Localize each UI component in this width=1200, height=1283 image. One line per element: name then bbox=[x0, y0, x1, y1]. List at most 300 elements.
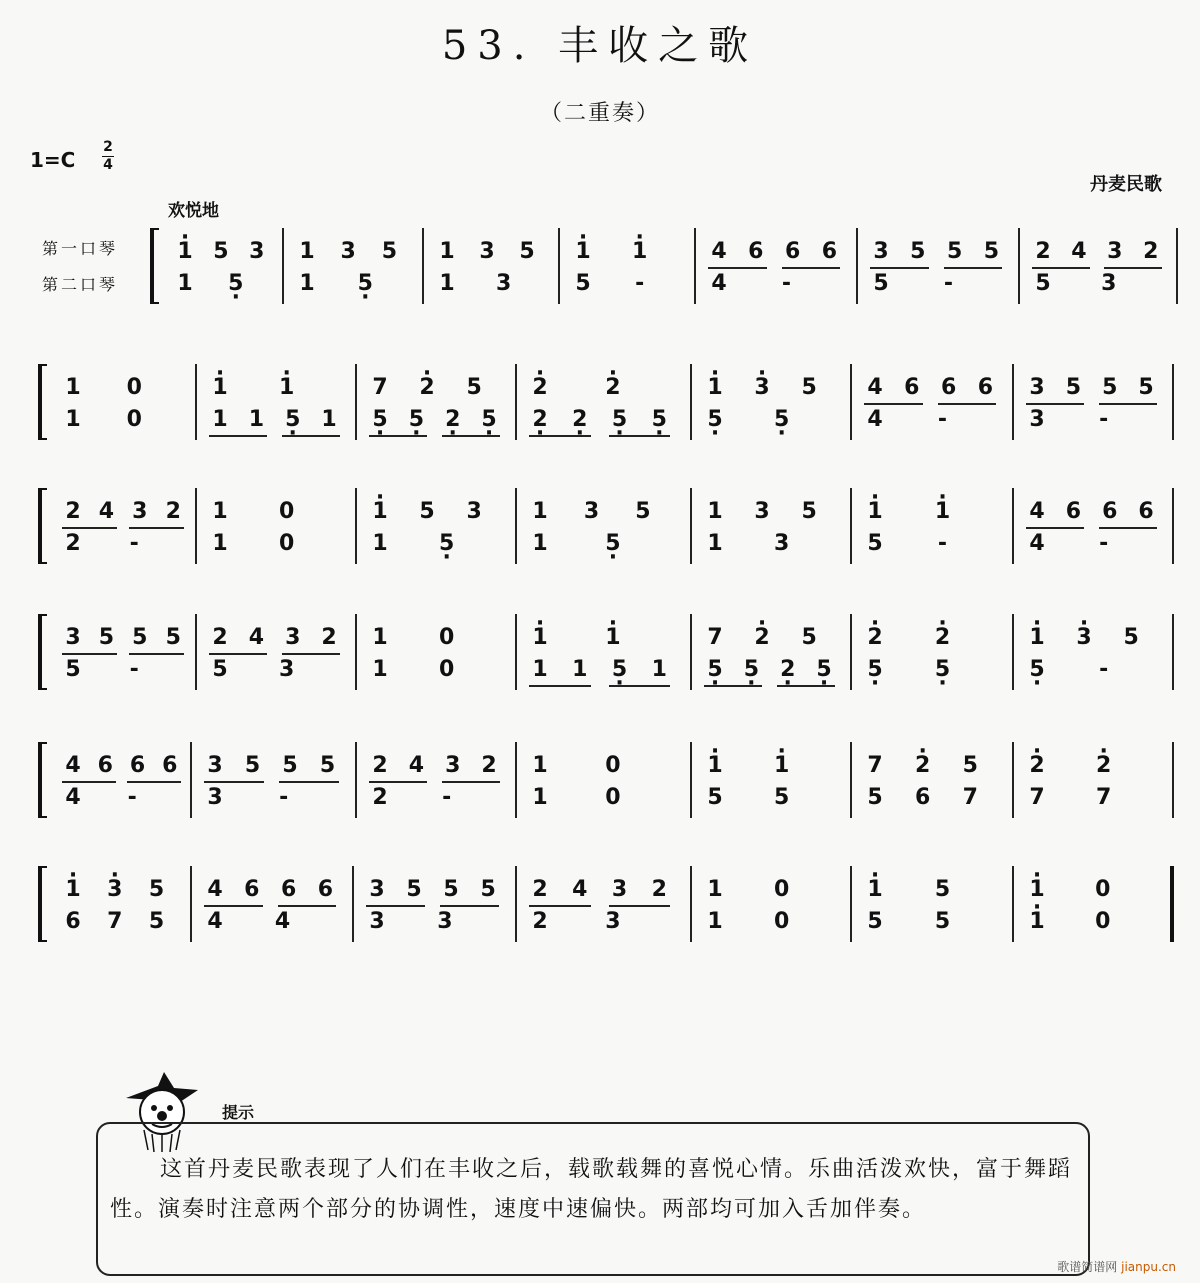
note-part2: 5 · bbox=[809, 658, 839, 682]
note-part1: 0 bbox=[774, 877, 790, 902]
note-part2: 3 bbox=[437, 909, 453, 934]
note-part2: 5 bbox=[707, 785, 723, 810]
note-part1: 5 bbox=[480, 877, 496, 902]
barline bbox=[850, 488, 852, 564]
note-part2: 5 · bbox=[767, 408, 797, 432]
beam bbox=[282, 653, 340, 655]
beam bbox=[529, 435, 591, 437]
note-part2: 5 · bbox=[278, 408, 308, 432]
system-brace bbox=[38, 364, 47, 440]
note-part1: · 1 bbox=[928, 500, 958, 524]
note-part2: 5 bbox=[867, 785, 883, 810]
note-part1: · 2 bbox=[1089, 754, 1119, 778]
note-part2: 5 · bbox=[365, 408, 395, 432]
note-part1: 3 bbox=[583, 499, 600, 524]
note-part2: - bbox=[129, 531, 139, 556]
note-part1: · 2 bbox=[908, 754, 938, 778]
note-part1: 0 bbox=[126, 375, 142, 400]
time-denominator: 4 bbox=[103, 157, 113, 173]
beam bbox=[1099, 403, 1157, 405]
note-part1: · 1 bbox=[205, 376, 235, 400]
note-part2: 0 bbox=[605, 785, 621, 810]
beam bbox=[609, 685, 671, 687]
note-part2: · 1 bbox=[1022, 910, 1052, 934]
note-part2: - bbox=[1099, 407, 1109, 432]
note-part1: 5 bbox=[244, 753, 261, 778]
note-part1: 2 bbox=[1143, 239, 1159, 264]
barline bbox=[856, 228, 858, 304]
beam bbox=[938, 403, 997, 405]
beam bbox=[366, 905, 425, 907]
note-part1: 5 bbox=[213, 239, 229, 264]
barline bbox=[850, 742, 852, 818]
note-part2: - bbox=[279, 785, 289, 810]
note-part1: 0 bbox=[605, 753, 621, 778]
note-part1: 7 bbox=[372, 375, 388, 400]
note-part1: 1 bbox=[212, 499, 228, 524]
note-part1: · 1 bbox=[170, 240, 200, 264]
note-part2: 5 · bbox=[700, 658, 730, 682]
note-part1: 6 bbox=[1065, 499, 1082, 524]
note-part1: 5 bbox=[132, 625, 148, 650]
beam bbox=[204, 781, 264, 783]
note-part2: 7 bbox=[1096, 785, 1112, 810]
barline bbox=[1012, 488, 1014, 564]
note-part1: 5 bbox=[319, 753, 336, 778]
note-part2: 2 · bbox=[438, 408, 468, 432]
watermark bbox=[1057, 1258, 1176, 1275]
note-part2: 1 bbox=[651, 657, 667, 682]
barline bbox=[422, 228, 424, 304]
note-part1: 5 bbox=[148, 877, 165, 902]
note-part2: 7 bbox=[107, 909, 123, 934]
note-part2: - bbox=[1099, 657, 1109, 682]
beam bbox=[529, 685, 591, 687]
note-part2: 1 bbox=[177, 271, 193, 296]
note-part1: 3 bbox=[65, 625, 81, 650]
beam bbox=[1099, 527, 1157, 529]
note-part1: 5 bbox=[1138, 375, 1154, 400]
note-part2: - bbox=[635, 271, 645, 296]
note-part2: 6 bbox=[65, 909, 81, 934]
note-part2: 5 · bbox=[401, 408, 431, 432]
barline bbox=[1012, 742, 1014, 818]
note-part1: 4 bbox=[408, 753, 425, 778]
note-part2: - bbox=[129, 657, 139, 682]
note-part2: 7 bbox=[962, 785, 978, 810]
note-part1: 1 bbox=[707, 499, 723, 524]
note-part1: · 2 bbox=[928, 626, 958, 650]
beam bbox=[278, 905, 337, 907]
note-part1: 3 bbox=[285, 625, 301, 650]
note-part1: 2 bbox=[532, 877, 548, 902]
note-part2: 3 bbox=[605, 909, 621, 934]
note-part1: · 2 bbox=[412, 376, 442, 400]
note-part2: 3 bbox=[1029, 407, 1045, 432]
part-label-second: 第二口琴 bbox=[42, 275, 119, 294]
note-part2: 3 bbox=[496, 271, 512, 296]
barline bbox=[694, 228, 696, 304]
note-part1: · 2 bbox=[747, 626, 777, 650]
note-part2: 0 bbox=[1095, 909, 1111, 934]
beam bbox=[369, 435, 427, 437]
note-part2: 1 bbox=[707, 531, 723, 556]
note-part2: - bbox=[937, 531, 948, 556]
note-part1: 4 bbox=[1029, 499, 1045, 524]
note-part1: 1 bbox=[372, 625, 388, 650]
note-part1: 7 bbox=[707, 625, 723, 650]
note-part1: 3 bbox=[207, 753, 223, 778]
note-part2: 1 bbox=[321, 407, 337, 432]
note-part1: · 1 bbox=[767, 754, 797, 778]
note-part2: 1 bbox=[248, 407, 265, 432]
note-part2: 1 bbox=[532, 657, 548, 682]
beam bbox=[62, 781, 116, 783]
note-part1: 3 bbox=[249, 239, 265, 264]
note-part2: 5 bbox=[1035, 271, 1051, 296]
tempo-marking: 欢悦地 bbox=[168, 201, 219, 221]
note-part2: 0 bbox=[774, 909, 790, 934]
note-part1: · 2 bbox=[598, 376, 628, 400]
note-part1: 0 bbox=[439, 625, 455, 650]
barline bbox=[352, 866, 354, 942]
note-part1: 5 bbox=[962, 753, 978, 778]
note-part2: 5 · bbox=[598, 532, 628, 556]
note-part2: 5 bbox=[873, 271, 889, 296]
note-part1: 2 bbox=[1035, 239, 1051, 264]
note-part1: 6 bbox=[317, 877, 334, 902]
note-part2: 1 bbox=[372, 657, 388, 682]
note-part2: 5 · bbox=[605, 408, 635, 432]
note-part2: 2 · bbox=[773, 658, 803, 682]
note-part1: 5 bbox=[419, 499, 435, 524]
note-part2: 1 bbox=[532, 531, 548, 556]
note-part2: 5 · bbox=[700, 408, 730, 432]
beam bbox=[1026, 403, 1084, 405]
note-part2: 5 · bbox=[605, 658, 635, 682]
tip-text: 这首丹麦民歌表现了人们在丰收之后，载歌载舞的喜悦心情。乐曲活泼欢快，富于舞蹈性。演奏时注意两个部分的协调性，速度中速偏快。两部均可加入舌加伴奏。 bbox=[110, 1157, 1073, 1222]
note-part1: 1 bbox=[439, 239, 455, 264]
note-part1: 5 bbox=[1102, 375, 1118, 400]
note-part2: 2 bbox=[65, 531, 81, 556]
barline bbox=[690, 866, 692, 942]
beam bbox=[782, 267, 841, 269]
beam bbox=[708, 267, 767, 269]
barline bbox=[850, 614, 852, 690]
note-part2: 5 bbox=[148, 909, 165, 934]
beam bbox=[1104, 267, 1162, 269]
note-part1: · 3 bbox=[100, 878, 130, 902]
system-brace bbox=[38, 742, 47, 818]
barline bbox=[690, 488, 692, 564]
note-part2: 1 bbox=[572, 657, 588, 682]
barline bbox=[690, 742, 692, 818]
note-part1: 1 bbox=[532, 499, 548, 524]
note-part1: 6 bbox=[162, 753, 178, 778]
note-part2: 3 bbox=[774, 531, 790, 556]
beam bbox=[704, 685, 762, 687]
note-part1: 3 bbox=[1107, 239, 1123, 264]
note-part2: 4 bbox=[711, 271, 727, 296]
note-part2: 4 bbox=[274, 909, 291, 934]
note-part2: 1 bbox=[532, 785, 548, 810]
note-part2: 2 · bbox=[525, 408, 555, 432]
note-part1: 1 bbox=[532, 753, 548, 778]
beam bbox=[282, 435, 340, 437]
barline bbox=[282, 228, 284, 304]
note-part1: 5 bbox=[910, 239, 926, 264]
barline bbox=[690, 614, 692, 690]
watermark-domain: jianpu.cn bbox=[1121, 1260, 1176, 1274]
note-part2: 2 · bbox=[565, 408, 595, 432]
barline bbox=[515, 866, 517, 942]
note-part1: 1 bbox=[299, 239, 315, 264]
barline bbox=[195, 364, 197, 440]
note-part1: 5 bbox=[801, 625, 817, 650]
beam bbox=[1032, 267, 1090, 269]
note-part1: 3 bbox=[466, 499, 482, 524]
barline bbox=[558, 228, 560, 304]
beam bbox=[440, 905, 499, 907]
note-part1: 1 bbox=[65, 375, 81, 400]
note-part1: 5 bbox=[282, 753, 298, 778]
note-part1: 6 bbox=[784, 239, 801, 264]
note-part1: 5 bbox=[519, 239, 535, 264]
barline bbox=[1172, 364, 1174, 440]
note-part2: 5 · bbox=[1022, 658, 1052, 682]
note-part1: 3 bbox=[369, 877, 385, 902]
note-part1: 2 bbox=[212, 625, 228, 650]
beam bbox=[369, 781, 427, 783]
note-part1: 0 bbox=[279, 499, 295, 524]
beam bbox=[777, 685, 835, 687]
barline bbox=[1176, 228, 1178, 304]
beam bbox=[209, 653, 267, 655]
beam bbox=[127, 781, 181, 783]
note-part1: 6 bbox=[977, 375, 994, 400]
note-part1: 2 bbox=[65, 499, 81, 524]
note-part1: · 1 bbox=[860, 878, 890, 902]
beam bbox=[864, 403, 923, 405]
note-part1: 5 bbox=[801, 499, 817, 524]
barline bbox=[355, 488, 357, 564]
note-part1: 0 bbox=[1095, 877, 1111, 902]
beam bbox=[529, 905, 591, 907]
note-part2: 3 bbox=[207, 785, 223, 810]
note-part1: 6 bbox=[129, 753, 146, 778]
note-part2: 2 bbox=[532, 909, 548, 934]
note-part1: 5 bbox=[381, 239, 397, 264]
note-part1: 5 bbox=[98, 625, 115, 650]
note-part1: 5 bbox=[934, 877, 951, 902]
note-part2: 5 bbox=[212, 657, 228, 682]
beam bbox=[944, 267, 1003, 269]
system-brace bbox=[38, 866, 47, 942]
key-signature: 1=C bbox=[30, 148, 76, 172]
note-part2: 1 bbox=[212, 531, 228, 556]
note-part2: 4 bbox=[1029, 531, 1045, 556]
barline bbox=[190, 866, 192, 942]
note-part1: 4 bbox=[65, 753, 81, 778]
note-part1: 4 bbox=[1071, 239, 1087, 264]
note-part2: 0 bbox=[126, 407, 142, 432]
note-part2: 5 bbox=[934, 909, 951, 934]
tip-label: 提示 bbox=[222, 1103, 255, 1122]
beam bbox=[204, 905, 263, 907]
note-part2: 5 bbox=[774, 785, 790, 810]
final-barline bbox=[1170, 866, 1174, 942]
song-origin: 丹麦民歌 bbox=[1090, 174, 1162, 195]
note-part2: 5 bbox=[65, 657, 81, 682]
beam bbox=[609, 905, 671, 907]
beam bbox=[442, 435, 500, 437]
note-part2: 0 bbox=[439, 657, 455, 682]
barline bbox=[1018, 228, 1020, 304]
note-part2: 5 bbox=[867, 531, 883, 556]
note-part2: 0 bbox=[279, 531, 295, 556]
note-part1: 6 bbox=[1138, 499, 1154, 524]
beam bbox=[279, 781, 339, 783]
barline bbox=[355, 614, 357, 690]
barline bbox=[850, 866, 852, 942]
note-part2: - bbox=[781, 271, 792, 296]
note-part1: · 1 bbox=[700, 754, 730, 778]
note-part1: · 2 bbox=[525, 376, 555, 400]
barline bbox=[195, 488, 197, 564]
note-part2: 1 bbox=[299, 271, 315, 296]
note-part2: - bbox=[943, 271, 954, 296]
note-part1: · 1 bbox=[625, 240, 655, 264]
note-part2: 1 bbox=[212, 407, 228, 432]
note-part1: · 1 bbox=[598, 626, 628, 650]
note-part2: 4 bbox=[867, 407, 883, 432]
note-part1: · 1 bbox=[860, 500, 890, 524]
note-part1: 6 bbox=[280, 877, 297, 902]
note-part1: 3 bbox=[445, 753, 461, 778]
note-part2: 5 bbox=[867, 909, 883, 934]
note-part1: 5 bbox=[165, 625, 181, 650]
page-title: 53. 丰收之歌 bbox=[441, 23, 759, 69]
note-part1: 4 bbox=[711, 239, 727, 264]
note-part2: 5 · bbox=[860, 658, 890, 682]
note-part1: 2 bbox=[321, 625, 337, 650]
barline bbox=[850, 364, 852, 440]
beam bbox=[62, 653, 117, 655]
note-part1: 4 bbox=[867, 375, 883, 400]
note-part1: · 1 bbox=[1022, 626, 1052, 650]
note-part1: · 1 bbox=[58, 878, 88, 902]
note-part1: 5 bbox=[946, 239, 963, 264]
note-part1: 5 bbox=[635, 499, 651, 524]
barline bbox=[1012, 614, 1014, 690]
note-part1: 5 bbox=[1065, 375, 1082, 400]
note-part1: 3 bbox=[611, 877, 628, 902]
note-part2: 5 · bbox=[221, 272, 251, 296]
barline bbox=[1012, 866, 1014, 942]
time-numerator: 2 bbox=[103, 139, 113, 155]
note-part1: 6 bbox=[244, 877, 260, 902]
note-part2: 5 · bbox=[736, 658, 766, 682]
note-part1: 3 bbox=[479, 239, 495, 264]
barline bbox=[190, 742, 192, 818]
note-part1: 5 bbox=[983, 239, 1000, 264]
note-part1: 2 bbox=[165, 499, 181, 524]
note-part2: 7 bbox=[1029, 785, 1045, 810]
note-part1: · 2 bbox=[860, 626, 890, 650]
watermark-text: 歌谱简谱网 bbox=[1057, 1260, 1118, 1274]
note-part2: 5 · bbox=[928, 658, 958, 682]
note-part1: · 1 bbox=[1022, 878, 1052, 902]
note-part2: 3 bbox=[279, 657, 295, 682]
note-part1: 5 bbox=[466, 375, 482, 400]
note-part2: 4 bbox=[65, 785, 81, 810]
beam bbox=[62, 527, 117, 529]
beam bbox=[129, 527, 184, 529]
note-part1: 4 bbox=[98, 499, 115, 524]
barline bbox=[515, 742, 517, 818]
note-part1: 6 bbox=[821, 239, 838, 264]
note-part1: 2 bbox=[481, 753, 497, 778]
note-part1: · 1 bbox=[700, 376, 730, 400]
note-part1: 7 bbox=[867, 753, 883, 778]
note-part1: 3 bbox=[754, 499, 770, 524]
note-part1: 2 bbox=[651, 877, 667, 902]
note-part2: 3 bbox=[369, 909, 385, 934]
time-signature bbox=[102, 140, 114, 173]
note-part2: 1 bbox=[439, 271, 455, 296]
barline bbox=[515, 614, 517, 690]
note-part2: 1 bbox=[65, 407, 81, 432]
barline bbox=[690, 364, 692, 440]
note-part1: · 1 bbox=[365, 500, 395, 524]
note-part2: - bbox=[1099, 531, 1109, 556]
note-part2: 6 bbox=[914, 785, 931, 810]
system-brace bbox=[150, 228, 159, 304]
note-part1: 5 bbox=[1123, 625, 1139, 650]
note-part1: 4 bbox=[207, 877, 223, 902]
barline bbox=[515, 364, 517, 440]
note-part1: 6 bbox=[748, 239, 764, 264]
note-part1: 5 bbox=[406, 877, 422, 902]
note-part1: 3 bbox=[1029, 375, 1045, 400]
note-part1: · 1 bbox=[272, 376, 302, 400]
note-part1: · 3 bbox=[747, 376, 777, 400]
note-part1: · 1 bbox=[568, 240, 598, 264]
note-part2: 5 bbox=[575, 271, 591, 296]
note-part1: 5 bbox=[443, 877, 459, 902]
barline bbox=[1012, 364, 1014, 440]
note-part1: 4 bbox=[248, 625, 265, 650]
barline bbox=[1172, 614, 1174, 690]
note-part2: 3 bbox=[1101, 271, 1117, 296]
note-part2: - bbox=[442, 785, 452, 810]
barline bbox=[355, 742, 357, 818]
barline bbox=[1172, 742, 1174, 818]
note-part2: 5 · bbox=[350, 272, 380, 296]
note-part1: 1 bbox=[707, 877, 723, 902]
note-part1: 6 bbox=[904, 375, 920, 400]
note-part2: 4 bbox=[207, 909, 223, 934]
beam bbox=[1026, 527, 1084, 529]
system-brace bbox=[38, 614, 47, 690]
note-part1: 5 bbox=[801, 375, 817, 400]
note-part2: 5 · bbox=[474, 408, 504, 432]
system-brace bbox=[38, 488, 47, 564]
note-part1: · 3 bbox=[1069, 626, 1099, 650]
note-part2: - bbox=[127, 785, 137, 810]
note-part1: 3 bbox=[132, 499, 148, 524]
subtitle: （二重奏） bbox=[539, 101, 660, 126]
